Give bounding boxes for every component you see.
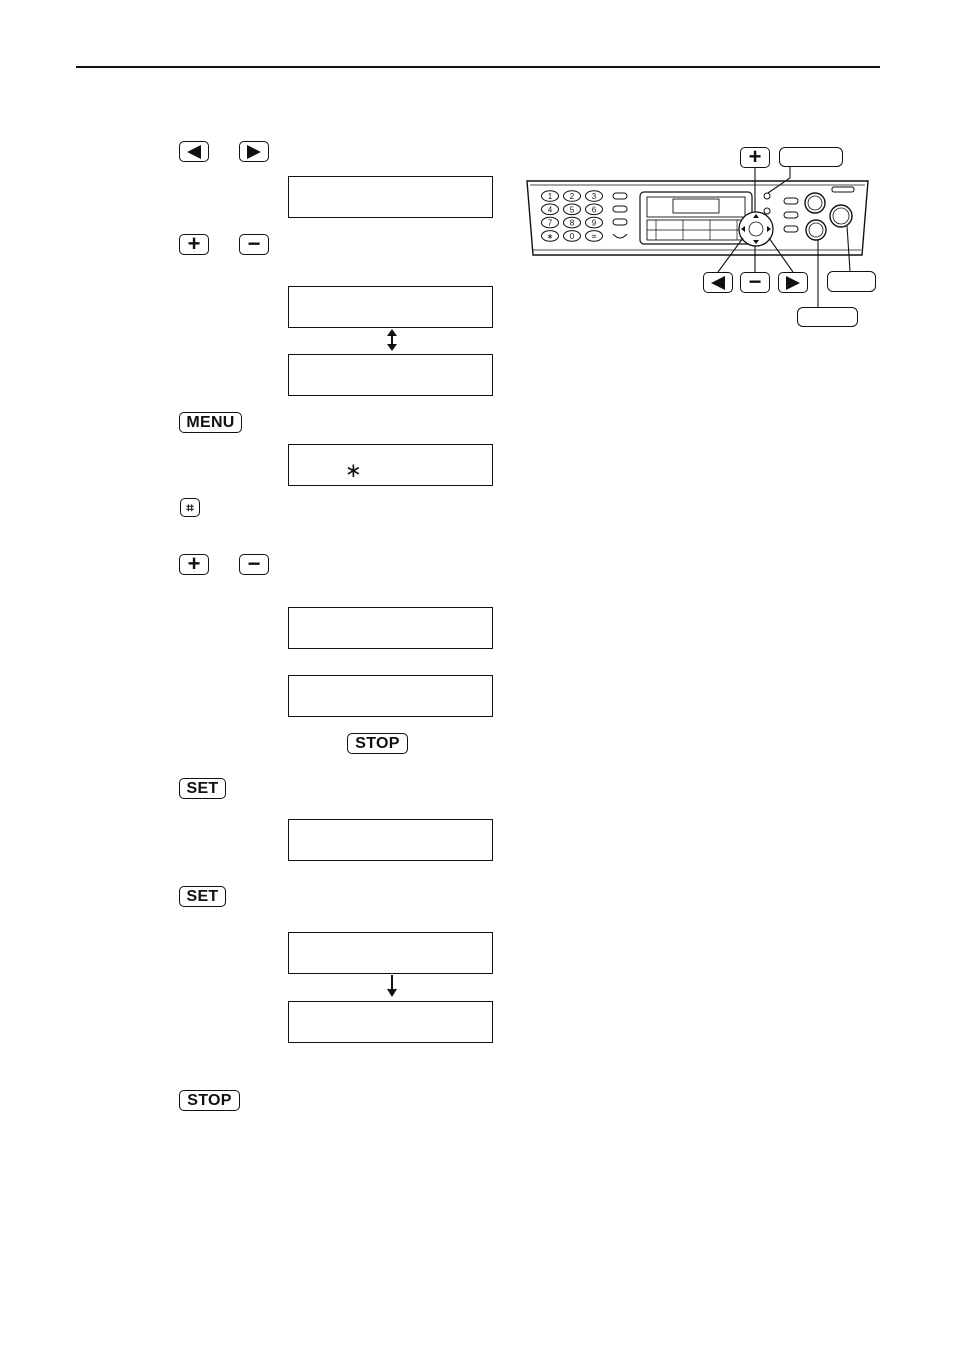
set-key-2-label: SET [186, 887, 219, 905]
set-key-2[interactable] [179, 886, 226, 907]
down-arrow-icon [384, 975, 400, 997]
stop-key-inline-label: STOP [355, 734, 400, 752]
panel-plus-key-label: + [748, 143, 762, 169]
panel-minus-key [740, 268, 770, 294]
lcd-display-4 [288, 444, 493, 486]
minus-key-2-label: − [247, 550, 261, 576]
plus-key-2-label: + [187, 550, 201, 576]
panel-plus-key [740, 143, 770, 169]
lcd-display-9 [288, 1001, 493, 1043]
keypad-key-label: 4 [547, 205, 553, 215]
keypad-key-label: 9 [591, 218, 597, 228]
panel-left-arrow-key [703, 272, 733, 293]
keypad-key-label: 0 [569, 231, 575, 241]
stop-key[interactable] [179, 1090, 240, 1111]
keypad-key-label: 3 [591, 192, 597, 201]
plus-key-label: + [187, 230, 201, 256]
asterisk-icon: ∗ [345, 458, 362, 482]
hash-key-label: ⌗ [186, 500, 194, 515]
panel-right-arrow-key [778, 272, 808, 293]
lcd-display-5 [288, 607, 493, 649]
keypad-key-label: 5 [569, 205, 575, 215]
lcd-display-7 [288, 819, 493, 861]
control-panel-illustration [0, 0, 954, 400]
panel-right-triangle-icon [786, 276, 800, 290]
keypad-key-label: ∗ [546, 231, 554, 241]
stop-key-inline[interactable] [347, 733, 408, 754]
minus-key-label: − [247, 230, 261, 256]
panel-left-triangle-icon [711, 276, 725, 290]
minus-key-2[interactable] [239, 550, 269, 576]
set-key-label: SET [186, 779, 219, 797]
hash-key[interactable] [180, 498, 200, 517]
keypad-key-label: 2 [569, 192, 575, 201]
panel-callout-bottom [797, 307, 858, 327]
menu-key-label: MENU [186, 413, 235, 431]
keypad-key-label: 1 [547, 192, 553, 201]
keypad-key-label: 6 [591, 205, 597, 215]
menu-key[interactable] [179, 412, 242, 433]
panel-callout-top [779, 147, 843, 167]
plus-key-2[interactable] [179, 550, 209, 576]
panel-callout-right [827, 271, 876, 292]
keypad-key-label: 7 [547, 218, 553, 228]
keypad-key-label: ⌗ [591, 231, 597, 241]
set-key[interactable] [179, 778, 226, 799]
stop-key-label: STOP [187, 1091, 232, 1109]
lcd-display-8 [288, 932, 493, 974]
lcd-display-6 [288, 675, 493, 717]
keypad-key-label: 8 [569, 218, 575, 228]
panel-minus-key-label: − [748, 268, 762, 294]
